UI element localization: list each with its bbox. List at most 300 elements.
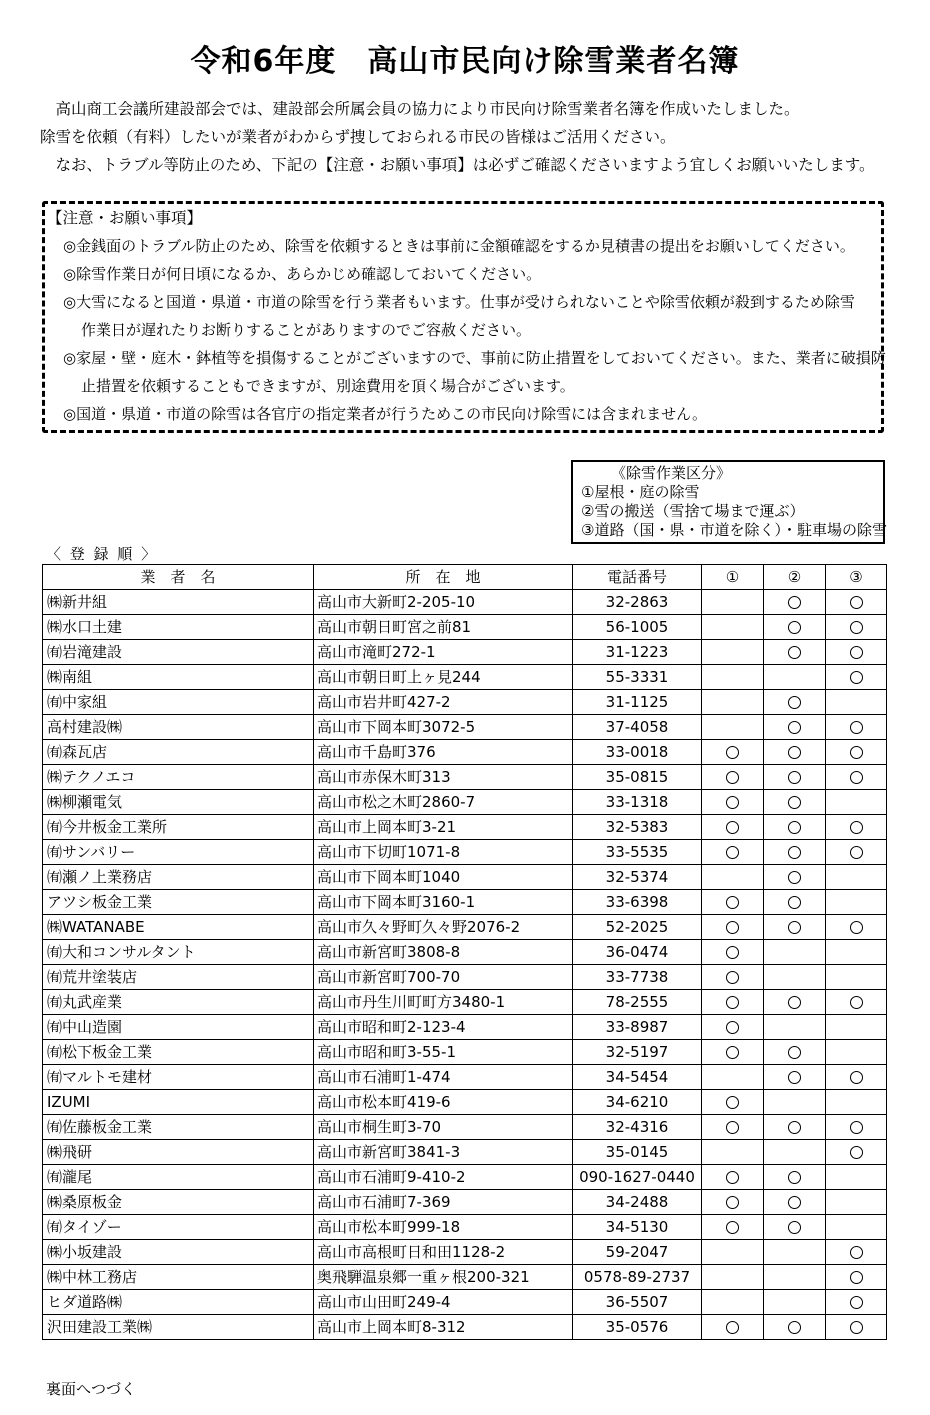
category-3-cell — [826, 715, 887, 740]
contractor-address: 高山市滝町272-1 — [314, 640, 573, 665]
category-3-cell — [826, 690, 887, 715]
category-1-cell — [702, 665, 764, 690]
available-mark-icon — [850, 771, 863, 784]
category-1-cell — [702, 1015, 764, 1040]
contractor-name: ㈲岩滝建設 — [43, 640, 314, 665]
table-row — [43, 1240, 887, 1265]
category-2-cell — [764, 1265, 826, 1290]
contractor-address: 高山市新宮町3808-8 — [314, 940, 573, 965]
notice-item-continuation: 止措置を依頼することもできますが、別途費用を頂く場合がございます。 — [81, 377, 575, 395]
category-3-cell — [826, 990, 887, 1015]
category-1-cell — [702, 965, 764, 990]
available-mark-icon — [850, 646, 863, 659]
contractor-address: 高山市桐生町3-70 — [314, 1115, 573, 1140]
contractor-name: ㈱中林工務店 — [43, 1265, 314, 1290]
table-row — [43, 765, 887, 790]
table-row — [43, 840, 887, 865]
category-2-cell — [764, 840, 826, 865]
contractor-name: ㈲マルトモ建材 — [43, 1065, 314, 1090]
category-2-cell — [764, 690, 826, 715]
contractor-address: 高山市下岡本町1040 — [314, 865, 573, 890]
category-1-cell — [702, 865, 764, 890]
category-2-cell — [764, 1290, 826, 1315]
contractor-tel: 33-0018 — [573, 740, 702, 765]
contractor-tel: 35-0145 — [573, 1140, 702, 1165]
category-3-cell — [826, 1015, 887, 1040]
available-mark-icon — [850, 821, 863, 834]
available-mark-icon — [850, 596, 863, 609]
intro-text — [40, 95, 900, 179]
category-3-cell — [826, 965, 887, 990]
available-mark-icon — [850, 746, 863, 759]
available-mark-icon — [788, 996, 801, 1009]
available-mark-icon — [850, 1146, 863, 1159]
category-item: ①屋根・庭の除雪 — [581, 483, 700, 501]
category-2-cell — [764, 815, 826, 840]
intro-line: 除雪を依頼（有料）したいが業者がわからず捜しておられる市民の皆様はご活用ください。 — [40, 128, 676, 146]
contractor-address: 高山市下岡本町3072-5 — [314, 715, 573, 740]
available-mark-icon — [788, 696, 801, 709]
contractor-tel: 0578-89-2737 — [573, 1265, 702, 1290]
contractor-tel: 36-0474 — [573, 940, 702, 965]
category-2-cell — [764, 740, 826, 765]
category-1-cell — [702, 1165, 764, 1190]
available-mark-icon — [850, 996, 863, 1009]
available-mark-icon — [850, 621, 863, 634]
contractor-tel: 34-6210 — [573, 1090, 702, 1115]
table-row — [43, 965, 887, 990]
contractor-name: ㈲丸武産業 — [43, 990, 314, 1015]
table-row — [43, 890, 887, 915]
available-mark-icon — [726, 1096, 739, 1109]
notice-item — [63, 260, 883, 288]
table-row — [43, 740, 887, 765]
category-3-cell — [826, 640, 887, 665]
contractor-address: 高山市松本町419-6 — [314, 1090, 573, 1115]
category-2-cell — [764, 865, 826, 890]
category-2-cell — [764, 890, 826, 915]
table-body — [43, 590, 887, 1340]
available-mark-icon — [850, 1296, 863, 1309]
available-mark-icon — [726, 771, 739, 784]
category-2-cell — [764, 915, 826, 940]
intro-line: 高山商工会議所建設部会では、建設部会所属会員の協力により市民向け除雪業者名簿を作成いたしました。 — [40, 100, 800, 118]
contractor-address: 高山市昭和町3-55-1 — [314, 1040, 573, 1065]
available-mark-icon — [726, 921, 739, 934]
contractor-tel: 34-5130 — [573, 1215, 702, 1240]
contractor-address: 高山市大新町2-205-10 — [314, 590, 573, 615]
category-2-cell — [764, 965, 826, 990]
table-row — [43, 1040, 887, 1065]
header-name: 業 者 名 — [43, 565, 314, 590]
category-2-cell — [764, 1190, 826, 1215]
available-mark-icon — [850, 1321, 863, 1334]
contractor-address: 高山市上岡本町8-312 — [314, 1315, 573, 1340]
table-row — [43, 1265, 887, 1290]
contractor-name: ㈱小坂建設 — [43, 1240, 314, 1265]
contractor-address: 高山市上岡本町3-21 — [314, 815, 573, 840]
category-3-cell — [826, 915, 887, 940]
category-2-cell — [764, 665, 826, 690]
contractor-name: ㈱新井組 — [43, 590, 314, 615]
category-1-cell — [702, 1090, 764, 1115]
category-3-cell — [826, 1090, 887, 1115]
contractor-address: 高山市松本町999-18 — [314, 1215, 573, 1240]
contractor-address: 高山市新宮町3841-3 — [314, 1140, 573, 1165]
available-mark-icon — [850, 846, 863, 859]
category-3-cell — [826, 740, 887, 765]
contractor-address: 高山市丹生川町町方3480-1 — [314, 990, 573, 1015]
continued-note: 裏面へつづく — [46, 1380, 137, 1398]
contractor-name: ㈱桑原板金 — [43, 1190, 314, 1215]
contractor-tel: 37-4058 — [573, 715, 702, 740]
table-row — [43, 615, 887, 640]
category-3-cell — [826, 1290, 887, 1315]
header-category-3: ③ — [826, 565, 887, 590]
available-mark-icon — [788, 896, 801, 909]
available-mark-icon — [850, 671, 863, 684]
available-mark-icon — [788, 771, 801, 784]
notice-box — [42, 201, 884, 433]
contractor-address: 高山市石浦町7-369 — [314, 1190, 573, 1215]
category-2-cell — [764, 1090, 826, 1115]
contractor-name: ㈲森瓦店 — [43, 740, 314, 765]
contractor-tel: 33-8987 — [573, 1015, 702, 1040]
category-3-cell — [826, 590, 887, 615]
available-mark-icon — [788, 846, 801, 859]
category-1-cell — [702, 1315, 764, 1340]
contractor-tel: 32-4316 — [573, 1115, 702, 1140]
category-2-cell — [764, 1240, 826, 1265]
category-1-cell — [702, 765, 764, 790]
available-mark-icon — [726, 1171, 739, 1184]
contractor-address: 高山市朝日町宮之前81 — [314, 615, 573, 640]
category-1-cell — [702, 840, 764, 865]
contractor-name: ㈲大和コンサルタント — [43, 940, 314, 965]
contractor-name: IZUMI — [43, 1090, 314, 1115]
available-mark-icon — [788, 1121, 801, 1134]
available-mark-icon — [788, 746, 801, 759]
table-row — [43, 665, 887, 690]
category-2-cell — [764, 590, 826, 615]
category-1-cell — [702, 890, 764, 915]
contractor-address: 高山市朝日町上ヶ見244 — [314, 665, 573, 690]
contractor-tel: 35-0576 — [573, 1315, 702, 1340]
contractor-name: ㈲瀧尾 — [43, 1165, 314, 1190]
contractor-tel: 32-5374 — [573, 865, 702, 890]
category-item: ③道路（国・県・市道を除く）・駐車場の除雪 — [581, 521, 887, 539]
available-mark-icon — [726, 746, 739, 759]
contractor-name: ㈲佐藤板金工業 — [43, 1115, 314, 1140]
table-row — [43, 915, 887, 940]
contractor-name: 高村建設㈱ — [43, 715, 314, 740]
category-1-cell — [702, 1265, 764, 1290]
category-2-cell — [764, 790, 826, 815]
category-3-cell — [826, 665, 887, 690]
available-mark-icon — [788, 1221, 801, 1234]
category-1-cell — [702, 990, 764, 1015]
category-2-cell — [764, 990, 826, 1015]
table-row — [43, 1065, 887, 1090]
table-row — [43, 1215, 887, 1240]
category-2-cell — [764, 1015, 826, 1040]
category-1-cell — [702, 740, 764, 765]
contractor-address: 高山市岩井町427-2 — [314, 690, 573, 715]
category-2-cell — [764, 1315, 826, 1340]
contractor-name: ㈱飛研 — [43, 1140, 314, 1165]
available-mark-icon — [726, 1021, 739, 1034]
contractor-name: ㈲中家組 — [43, 690, 314, 715]
contractor-name: ㈱テクノエコ — [43, 765, 314, 790]
category-2-cell — [764, 1115, 826, 1140]
available-mark-icon — [850, 1121, 863, 1134]
category-item: ②雪の搬送（雪捨て場まで運ぶ） — [581, 502, 805, 520]
contractor-tel: 33-1318 — [573, 790, 702, 815]
contractor-tel: 33-5535 — [573, 840, 702, 865]
contractor-address: 高山市下切町1071-8 — [314, 840, 573, 865]
category-3-cell — [826, 1165, 887, 1190]
header-address: 所 在 地 — [314, 565, 573, 590]
category-3-cell — [826, 940, 887, 965]
category-3-cell — [826, 1265, 887, 1290]
contractor-name: ㈱WATANABE — [43, 915, 314, 940]
table-header-row — [43, 565, 887, 590]
contractor-name: ㈲荒井塗装店 — [43, 965, 314, 990]
contractor-tel: 78-2555 — [573, 990, 702, 1015]
available-mark-icon — [788, 1321, 801, 1334]
category-2-cell — [764, 1065, 826, 1090]
notice-heading: 【注意・お願い事項】 — [47, 209, 203, 227]
category-3-cell — [826, 840, 887, 865]
available-mark-icon — [788, 796, 801, 809]
available-mark-icon — [850, 721, 863, 734]
contractor-tel: 090-1627-0440 — [573, 1165, 702, 1190]
table-row — [43, 1315, 887, 1340]
category-3-cell — [826, 1240, 887, 1265]
available-mark-icon — [726, 996, 739, 1009]
contractor-address: 高山市新宮町700-70 — [314, 965, 573, 990]
available-mark-icon — [726, 946, 739, 959]
contractor-name: アツシ板金工業 — [43, 890, 314, 915]
contractor-address: 高山市高根町日和田1128-2 — [314, 1240, 573, 1265]
available-mark-icon — [726, 1321, 739, 1334]
available-mark-icon — [726, 1221, 739, 1234]
notice-item — [63, 400, 883, 428]
available-mark-icon — [726, 846, 739, 859]
available-mark-icon — [788, 921, 801, 934]
category-2-cell — [764, 940, 826, 965]
contractor-address: 高山市昭和町2-123-4 — [314, 1015, 573, 1040]
category-1-cell — [702, 940, 764, 965]
category-1-cell — [702, 1140, 764, 1165]
category-2-cell — [764, 765, 826, 790]
contractor-tel: 33-6398 — [573, 890, 702, 915]
category-1-cell — [702, 790, 764, 815]
contractor-tel: 34-2488 — [573, 1190, 702, 1215]
table-row — [43, 815, 887, 840]
available-mark-icon — [850, 1246, 863, 1259]
table-row — [43, 715, 887, 740]
intro-line: なお、トラブル等防止のため、下記の【注意・お願い事項】は必ずご確認くださいますよう宜しくお願いいたします。 — [40, 156, 875, 174]
table-row — [43, 640, 887, 665]
table-row — [43, 1015, 887, 1040]
category-3-cell — [826, 615, 887, 640]
category-2-cell — [764, 615, 826, 640]
notice-item — [63, 288, 883, 344]
page-title: 令和6年度 高山市民向け除雪業者名簿 — [190, 44, 740, 79]
available-mark-icon — [726, 896, 739, 909]
category-3-cell — [826, 1115, 887, 1140]
contractor-address: 高山市下岡本町3160-1 — [314, 890, 573, 915]
available-mark-icon — [850, 921, 863, 934]
category-3-cell — [826, 765, 887, 790]
contractor-name: 沢田建設工業㈱ — [43, 1315, 314, 1340]
category-1-cell — [702, 1115, 764, 1140]
table-row — [43, 590, 887, 615]
contractor-name: ㈲松下板金工業 — [43, 1040, 314, 1065]
contractor-name: ヒダ道路㈱ — [43, 1290, 314, 1315]
available-mark-icon — [788, 871, 801, 884]
header-category-1: ① — [702, 565, 764, 590]
contractor-tel: 59-2047 — [573, 1240, 702, 1265]
category-1-cell — [702, 1065, 764, 1090]
notice-item-text: ◎除雪作業日が何日頃になるか、あらかじめ確認しておいてください。 — [63, 265, 542, 283]
available-mark-icon — [850, 1071, 863, 1084]
table-row — [43, 1165, 887, 1190]
category-2-cell — [764, 715, 826, 740]
table-row — [43, 865, 887, 890]
available-mark-icon — [788, 596, 801, 609]
category-3-cell — [826, 1215, 887, 1240]
contractor-tel: 32-5383 — [573, 815, 702, 840]
contractor-name: ㈲今井板金工業所 — [43, 815, 314, 840]
category-1-cell — [702, 1040, 764, 1065]
contractor-tel: 32-2863 — [573, 590, 702, 615]
contractor-name: ㈲サンバリー — [43, 840, 314, 865]
contractor-name: ㈱柳瀬電気 — [43, 790, 314, 815]
category-3-cell — [826, 1315, 887, 1340]
available-mark-icon — [726, 821, 739, 834]
category-1-cell — [702, 1215, 764, 1240]
header-category-2: ② — [764, 565, 826, 590]
category-1-cell — [702, 1190, 764, 1215]
available-mark-icon — [788, 1196, 801, 1209]
contractor-address: 高山市松之木町2860-7 — [314, 790, 573, 815]
category-3-cell — [826, 815, 887, 840]
category-2-cell — [764, 1165, 826, 1190]
available-mark-icon — [788, 1071, 801, 1084]
category-2-cell — [764, 1040, 826, 1065]
category-3-cell — [826, 890, 887, 915]
category-1-cell — [702, 690, 764, 715]
category-1-cell — [702, 1240, 764, 1265]
table-row — [43, 790, 887, 815]
contractor-tel: 55-3331 — [573, 665, 702, 690]
notice-item — [63, 232, 883, 260]
contractor-tel: 31-1125 — [573, 690, 702, 715]
table-row — [43, 940, 887, 965]
contractor-tel: 31-1223 — [573, 640, 702, 665]
available-mark-icon — [788, 821, 801, 834]
table-row — [43, 1090, 887, 1115]
category-1-cell — [702, 615, 764, 640]
header-tel: 電話番号 — [573, 565, 702, 590]
category-3-cell — [826, 1140, 887, 1165]
category-1-cell — [702, 915, 764, 940]
category-title: 《除雪作業区分》 — [611, 464, 732, 482]
category-3-cell — [826, 1190, 887, 1215]
contractor-name: ㈲瀬ノ上業務店 — [43, 865, 314, 890]
available-mark-icon — [726, 1046, 739, 1059]
notice-item-text: ◎家屋・壁・庭木・鉢植等を損傷することがございますので、事前に防止措置をしておいてください。また、業者に破損防 — [63, 349, 886, 367]
table-row — [43, 690, 887, 715]
contractor-name: ㈲タイゾー — [43, 1215, 314, 1240]
contractor-name: ㈲中山造園 — [43, 1015, 314, 1040]
contractor-tel: 36-5507 — [573, 1290, 702, 1315]
available-mark-icon — [726, 1196, 739, 1209]
available-mark-icon — [788, 1046, 801, 1059]
contractor-name: ㈱南組 — [43, 665, 314, 690]
contractor-address: 高山市山田町249-4 — [314, 1290, 573, 1315]
category-1-cell — [702, 715, 764, 740]
category-2-cell — [764, 640, 826, 665]
available-mark-icon — [850, 1271, 863, 1284]
category-2-cell — [764, 1215, 826, 1240]
table-row — [43, 1140, 887, 1165]
category-1-cell — [702, 640, 764, 665]
contractor-address: 高山市千島町376 — [314, 740, 573, 765]
notice-item-text: ◎国道・県道・市道の除雪は各官庁の指定業者が行うためこの市民向け除雪には含まれません。 — [63, 405, 707, 423]
contractor-address: 奥飛騨温泉郷一重ヶ根200-321 — [314, 1265, 573, 1290]
contractor-tel: 52-2025 — [573, 915, 702, 940]
category-3-cell — [826, 865, 887, 890]
category-3-cell — [826, 1065, 887, 1090]
available-mark-icon — [788, 1171, 801, 1184]
contractor-tel: 32-5197 — [573, 1040, 702, 1065]
category-1-cell — [702, 1290, 764, 1315]
notice-list — [63, 232, 886, 428]
category-3-cell — [826, 1040, 887, 1065]
contractor-address: 高山市赤保木町313 — [314, 765, 573, 790]
contractor-name: ㈱水口土建 — [43, 615, 314, 640]
notice-item-text: ◎金銭面のトラブル防止のため、除雪を依頼するときは事前に金額確認をするか見積書の提出をお願いしてください。 — [63, 237, 855, 255]
contractor-address: 高山市石浦町1-474 — [314, 1065, 573, 1090]
contractor-address: 高山市石浦町9-410-2 — [314, 1165, 573, 1190]
contractor-tel: 56-1005 — [573, 615, 702, 640]
category-1-cell — [702, 815, 764, 840]
contractor-tel: 33-7738 — [573, 965, 702, 990]
registration-order-label: 〈 登 録 順 〉 — [46, 545, 159, 563]
available-mark-icon — [726, 796, 739, 809]
available-mark-icon — [788, 646, 801, 659]
table-row — [43, 1290, 887, 1315]
notice-item — [63, 344, 886, 400]
table-row — [43, 990, 887, 1015]
notice-item-text: ◎大雪になると国道・県道・市道の除雪を行う業者もいます。仕事が受けられないことや除雪依頼が殺到するため除雪 — [63, 293, 855, 311]
category-3-cell — [826, 790, 887, 815]
category-2-cell — [764, 1140, 826, 1165]
work-category-legend — [571, 460, 885, 544]
table-row — [43, 1190, 887, 1215]
available-mark-icon — [726, 1121, 739, 1134]
table-row — [43, 1115, 887, 1140]
available-mark-icon — [788, 721, 801, 734]
contractor-tel: 35-0815 — [573, 765, 702, 790]
available-mark-icon — [726, 971, 739, 984]
contractor-table — [42, 564, 887, 1340]
category-1-cell — [702, 590, 764, 615]
available-mark-icon — [788, 621, 801, 634]
